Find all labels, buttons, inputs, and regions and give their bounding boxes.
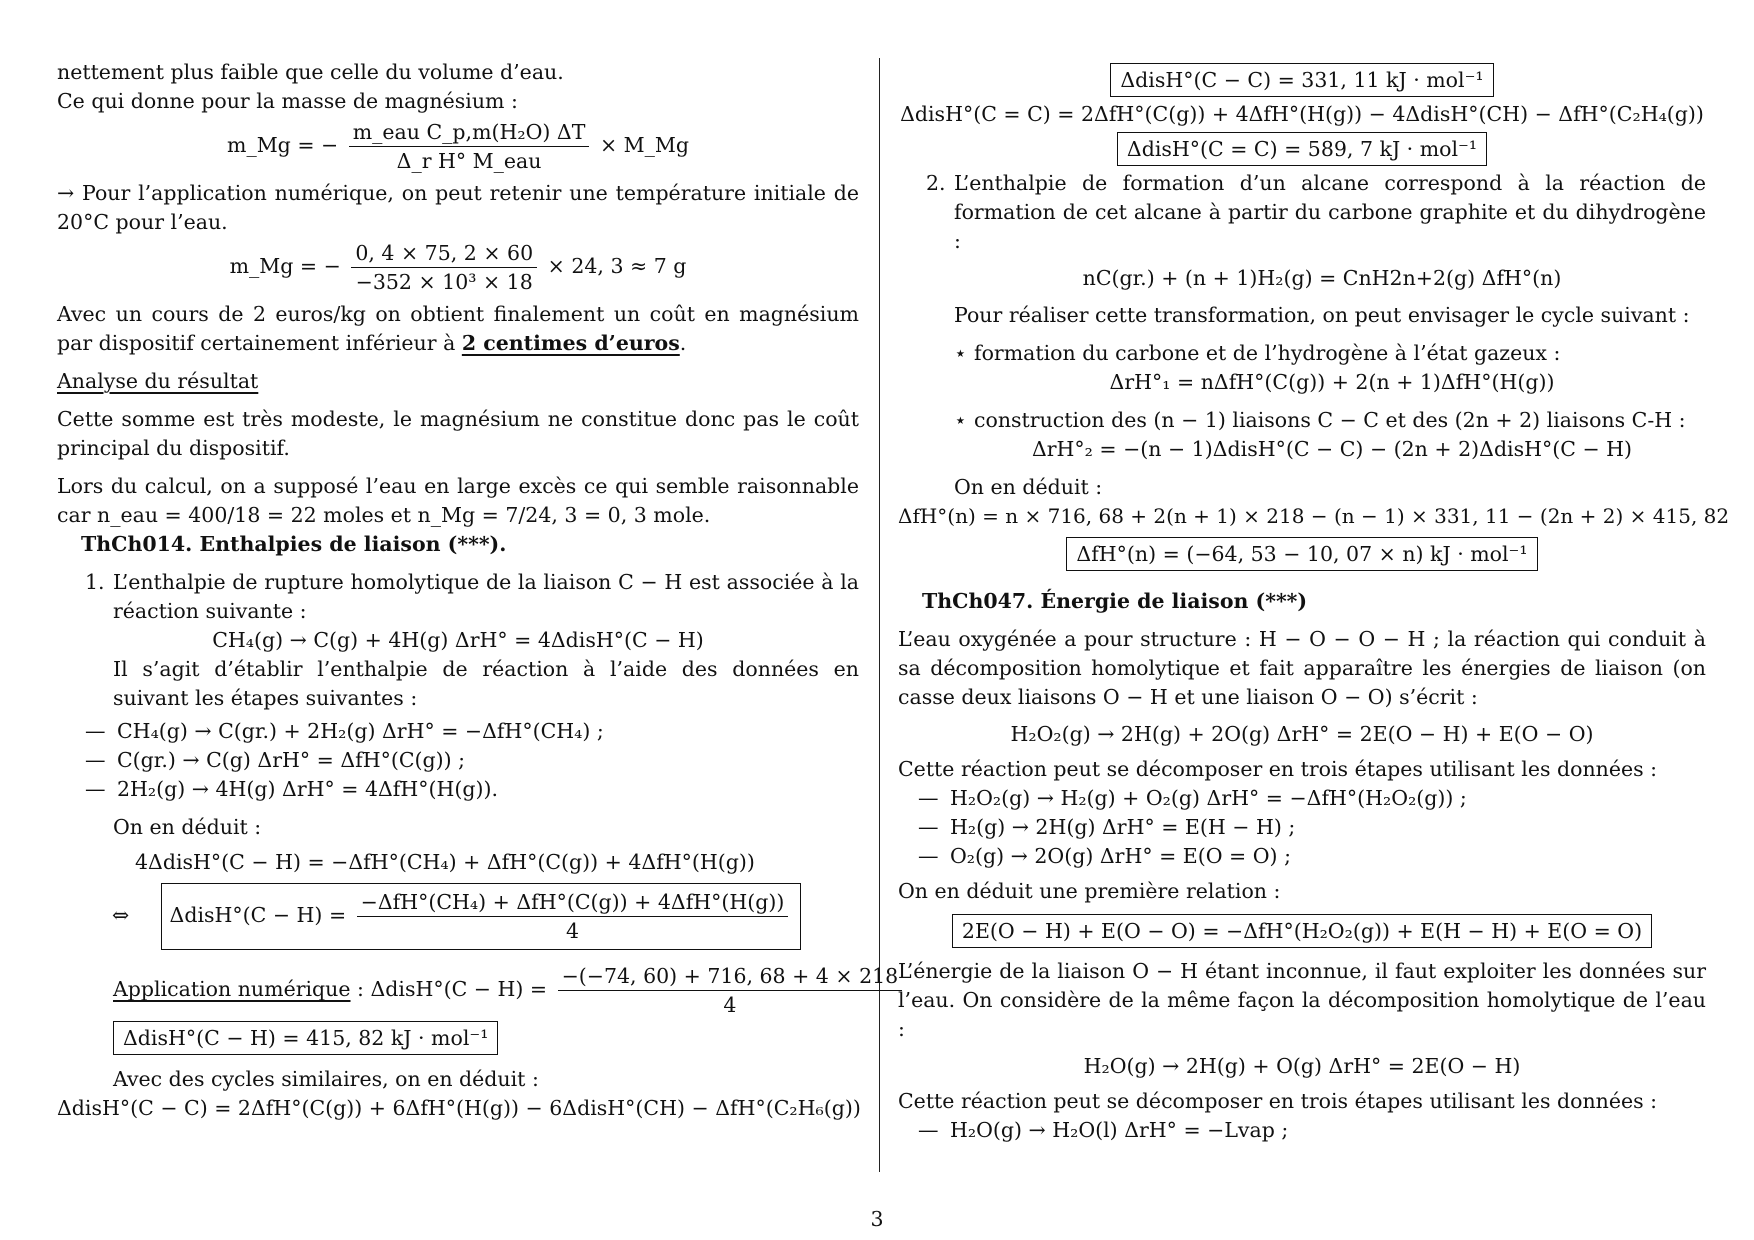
text-line: Avec des cycles similaires, on en déduit : (113, 1067, 539, 1091)
text-paragraph: L’eau oxygénée a pour structure : H − O − O − H ; la réaction qui conduit à sa décomposition homolytique et fait apparaître les énergies de liaison (on casse deux liaisons O − H et une liaison O − O) s’écrit : (898, 627, 1706, 709)
list-item (85, 717, 859, 746)
numerator: −ΔfH°(CH₄) + ΔfH°(C(g)) + 4ΔfH°(H(g)) (357, 888, 789, 917)
equation-h2o: H₂O(g) → 2H(g) + O(g) ΔrH° = 2E(O − H) (1083, 1054, 1521, 1078)
denominator: −352 × 10³ × 18 (355, 270, 533, 294)
exercise-title-thch014: ThCh014. Enthalpies de liaison (***). (81, 532, 507, 556)
equation-boxed-ch (57, 883, 859, 950)
eq-lhs: m_Mg = − (227, 133, 339, 157)
section-heading-analyse: Analyse du résultat (57, 369, 259, 393)
item-number: 2. (926, 171, 946, 195)
left-column (57, 58, 899, 1123)
step-text: 2H₂(g) → 4H(g) ΔrH° = 4ΔfH°(H(g)). (117, 777, 499, 801)
dash-bullet: — (918, 1118, 939, 1142)
equation-ch4: CH₄(g) → C(g) + 4H(g) ΔrH° = 4ΔdisH°(C − H) (212, 628, 704, 652)
item-number: 1. (85, 570, 105, 594)
result-box-ch: ΔdisH°(C − H) = 415, 82 kJ · mol⁻¹ (113, 1021, 498, 1055)
step-text: H₂(g) → 2H(g) ΔrH° = E(H − H) ; (950, 815, 1296, 839)
result-box (161, 883, 802, 950)
text-line: On en déduit : (113, 815, 262, 839)
equivalence-symbol: ⇔ (112, 903, 130, 927)
denominator: Δ_r H° M_eau (396, 149, 542, 173)
numerator: m_eau C_p,m(H₂O) ΔT (349, 118, 590, 147)
text-line: Pour réaliser cette transformation, on peut envisager le cycle suivant : (954, 303, 1690, 327)
eq-lhs: ΔdisH°(C − H) = (169, 903, 347, 927)
item-text: L’enthalpie de formation d’un alcane correspond à la réaction de formation de cet alcane à partir du carbone graphite et du dihydrogène : (954, 171, 1706, 253)
text-span: Avec un cours de 2 euros/kg on obtient finalement un coût en magnésium par dispositif certainement inférieur à (57, 302, 859, 355)
step-text: H₂O₂(g) → H₂(g) + O₂(g) ΔrH° = −ΔfH°(H₂O₂(g)) ; (950, 786, 1467, 810)
list-item (918, 842, 1706, 871)
text-paragraph: Cette somme est très modeste, le magnésium ne constitue donc pas le coût principal du dispositif. (57, 407, 859, 460)
dash-bullet: — (85, 719, 106, 743)
denominator: 4 (566, 919, 580, 943)
dash-bullet: — (918, 815, 939, 839)
dash-bullet: — (918, 844, 939, 868)
list-item (57, 568, 859, 626)
eq-rhs: × 24, 3 ≈ 7 g (547, 254, 687, 278)
equation-dfh: ΔfH°(n) = n × 716, 68 + 2(n + 1) × 218 − (n − 1) × 331, 11 − (2n + 2) × 415, 82 (898, 504, 1730, 528)
exercise-title-thch047: ThCh047. Énergie de liaison (***) (922, 589, 1308, 613)
text-line: Cette réaction peut se décomposer en trois étapes utilisant les données : (898, 757, 1658, 781)
fraction (558, 962, 903, 1019)
list-item (918, 784, 1706, 813)
text-line: On en déduit : (954, 475, 1103, 499)
text-paragraph: Il s’agit d’établir l’enthalpie de réaction à l’aide des données en suivant les étapes suivantes : (113, 657, 859, 710)
result-box-c2: ΔdisH°(C = C) = 589, 7 kJ · mol⁻¹ (1117, 132, 1487, 166)
eq-lhs: m_Mg = − (229, 254, 341, 278)
denominator: 4 (723, 993, 737, 1017)
steps-list (898, 1116, 1706, 1145)
text-line: On en déduit une première relation : (898, 879, 1281, 903)
text-line: Ce qui donne pour la masse de magnésium : (57, 89, 518, 113)
item-text: construction des (n − 1) liaisons C − C et des (2n + 2) liaisons C-H : (974, 408, 1686, 432)
text-line: Cette réaction peut se décomposer en trois étapes utilisant les données : (898, 1089, 1658, 1113)
text-paragraph: L’énergie de la liaison O − H étant inconnue, il faut exploiter les données sur l’eau. On considère de la même façon la décomposition homolytique de l’eau : (898, 959, 1706, 1041)
equation-mass (57, 118, 859, 175)
equation-c2: ΔdisH°(C = C) = 2ΔfH°(C(g)) + 4ΔfH°(H(g)) − 4ΔdisH°(CH) − ΔfH°(C₂H₄(g)) (900, 102, 1704, 126)
result-box-relation: 2E(O − H) + E(O − O) = −ΔfH°(H₂O₂(g)) + E(H − H) + E(O = O) (952, 914, 1652, 948)
equation-cc: ΔdisH°(C − C) = 2ΔfH°(C(g)) + 6ΔfH°(H(g)) − 6ΔdisH°(CH) − ΔfH°(C₂H₆(g)) (57, 1096, 861, 1120)
equation-star2: ΔrH°₂ = −(n − 1)ΔdisH°(C − C) − (2n + 2)ΔdisH°(C − H) (1031, 437, 1633, 461)
equation-4dis: 4ΔdisH°(C − H) = −ΔfH°(CH₄) + ΔfH°(C(g)) + 4ΔfH°(H(g)) (135, 850, 755, 874)
list-item (85, 746, 859, 775)
dash-bullet: — (85, 777, 106, 801)
list-item (85, 775, 859, 804)
list-item (918, 813, 1706, 842)
page-number: 3 (870, 1207, 884, 1231)
right-column (898, 60, 1730, 1145)
text-paragraph: → Pour l’application numérique, on peut retenir une température initiale de 20°C pour l’eau. (57, 181, 859, 234)
result-box-cc: ΔdisH°(C − C) = 331, 11 kJ · mol⁻¹ (1110, 63, 1493, 97)
fraction (351, 239, 537, 296)
equation-h2o2: H₂O₂(g) → 2H(g) + 2O(g) ΔrH° = 2E(O − H) + E(O − O) (1010, 722, 1594, 746)
list-item (898, 169, 1706, 256)
text-paragraph (57, 300, 859, 358)
application-numerique (57, 962, 899, 1019)
numerator: −(−74, 60) + 716, 68 + 4 × 218 (558, 962, 903, 991)
step-text: C(gr.) → C(g) ΔrH° = ΔfH°(C(g)) ; (117, 748, 466, 772)
eq-rhs: × M_Mg (599, 133, 689, 157)
dash-bullet: — (85, 748, 106, 772)
step-text: O₂(g) → 2O(g) ΔrH° = E(O = O) ; (950, 844, 1291, 868)
fraction (357, 888, 789, 945)
list-item (898, 339, 1706, 368)
app-num-label: Application numérique (113, 977, 351, 1001)
eq-lhs: : ΔdisH°(C − H) = (350, 977, 548, 1001)
list-item (898, 406, 1706, 435)
text-paragraph: Lors du calcul, on a supposé l’eau en large excès ce qui semble raisonnable car n_eau = 400/18 = 22 moles et n_Mg = 7/24, 3 = 0, 3 mole. (57, 474, 859, 527)
result-box-dfh: ΔfH°(n) = (−64, 53 − 10, 07 × n) kJ · mol⁻¹ (1066, 537, 1537, 571)
equation-numeric (57, 239, 859, 296)
step-text: CH₄(g) → C(gr.) + 2H₂(g) ΔrH° = −ΔfH°(CH₄) ; (117, 719, 604, 743)
numerator: 0, 4 × 75, 2 × 60 (351, 239, 537, 268)
dash-bullet: — (918, 786, 939, 810)
equation-star1: ΔrH°₁ = nΔfH°(C(g)) + 2(n + 1)ΔfH°(H(g)) (1109, 370, 1555, 394)
fraction (349, 118, 590, 175)
star-bullet: ⋆ (954, 408, 967, 432)
text-line: nettement plus faible que celle du volume d’eau. (57, 60, 564, 84)
steps-list (898, 784, 1706, 871)
star-bullet: ⋆ (954, 341, 967, 365)
equation-alcane: nC(gr.) + (n + 1)H₂(g) = CnH2n+2(g) ΔfH°(n) (1082, 266, 1562, 290)
step-text: H₂O(g) → H₂O(l) ΔrH° = −Lvap ; (950, 1118, 1289, 1142)
item-text: formation du carbone et de l’hydrogène à l’état gazeux : (974, 341, 1561, 365)
list-item (918, 1116, 1706, 1145)
highlight-result: 2 centimes d’euros (461, 331, 680, 355)
item-text: L’enthalpie de rupture homolytique de la liaison C − H est associée à la réaction suivante : (113, 570, 859, 623)
steps-list (57, 717, 859, 804)
text-span: . (679, 331, 687, 355)
